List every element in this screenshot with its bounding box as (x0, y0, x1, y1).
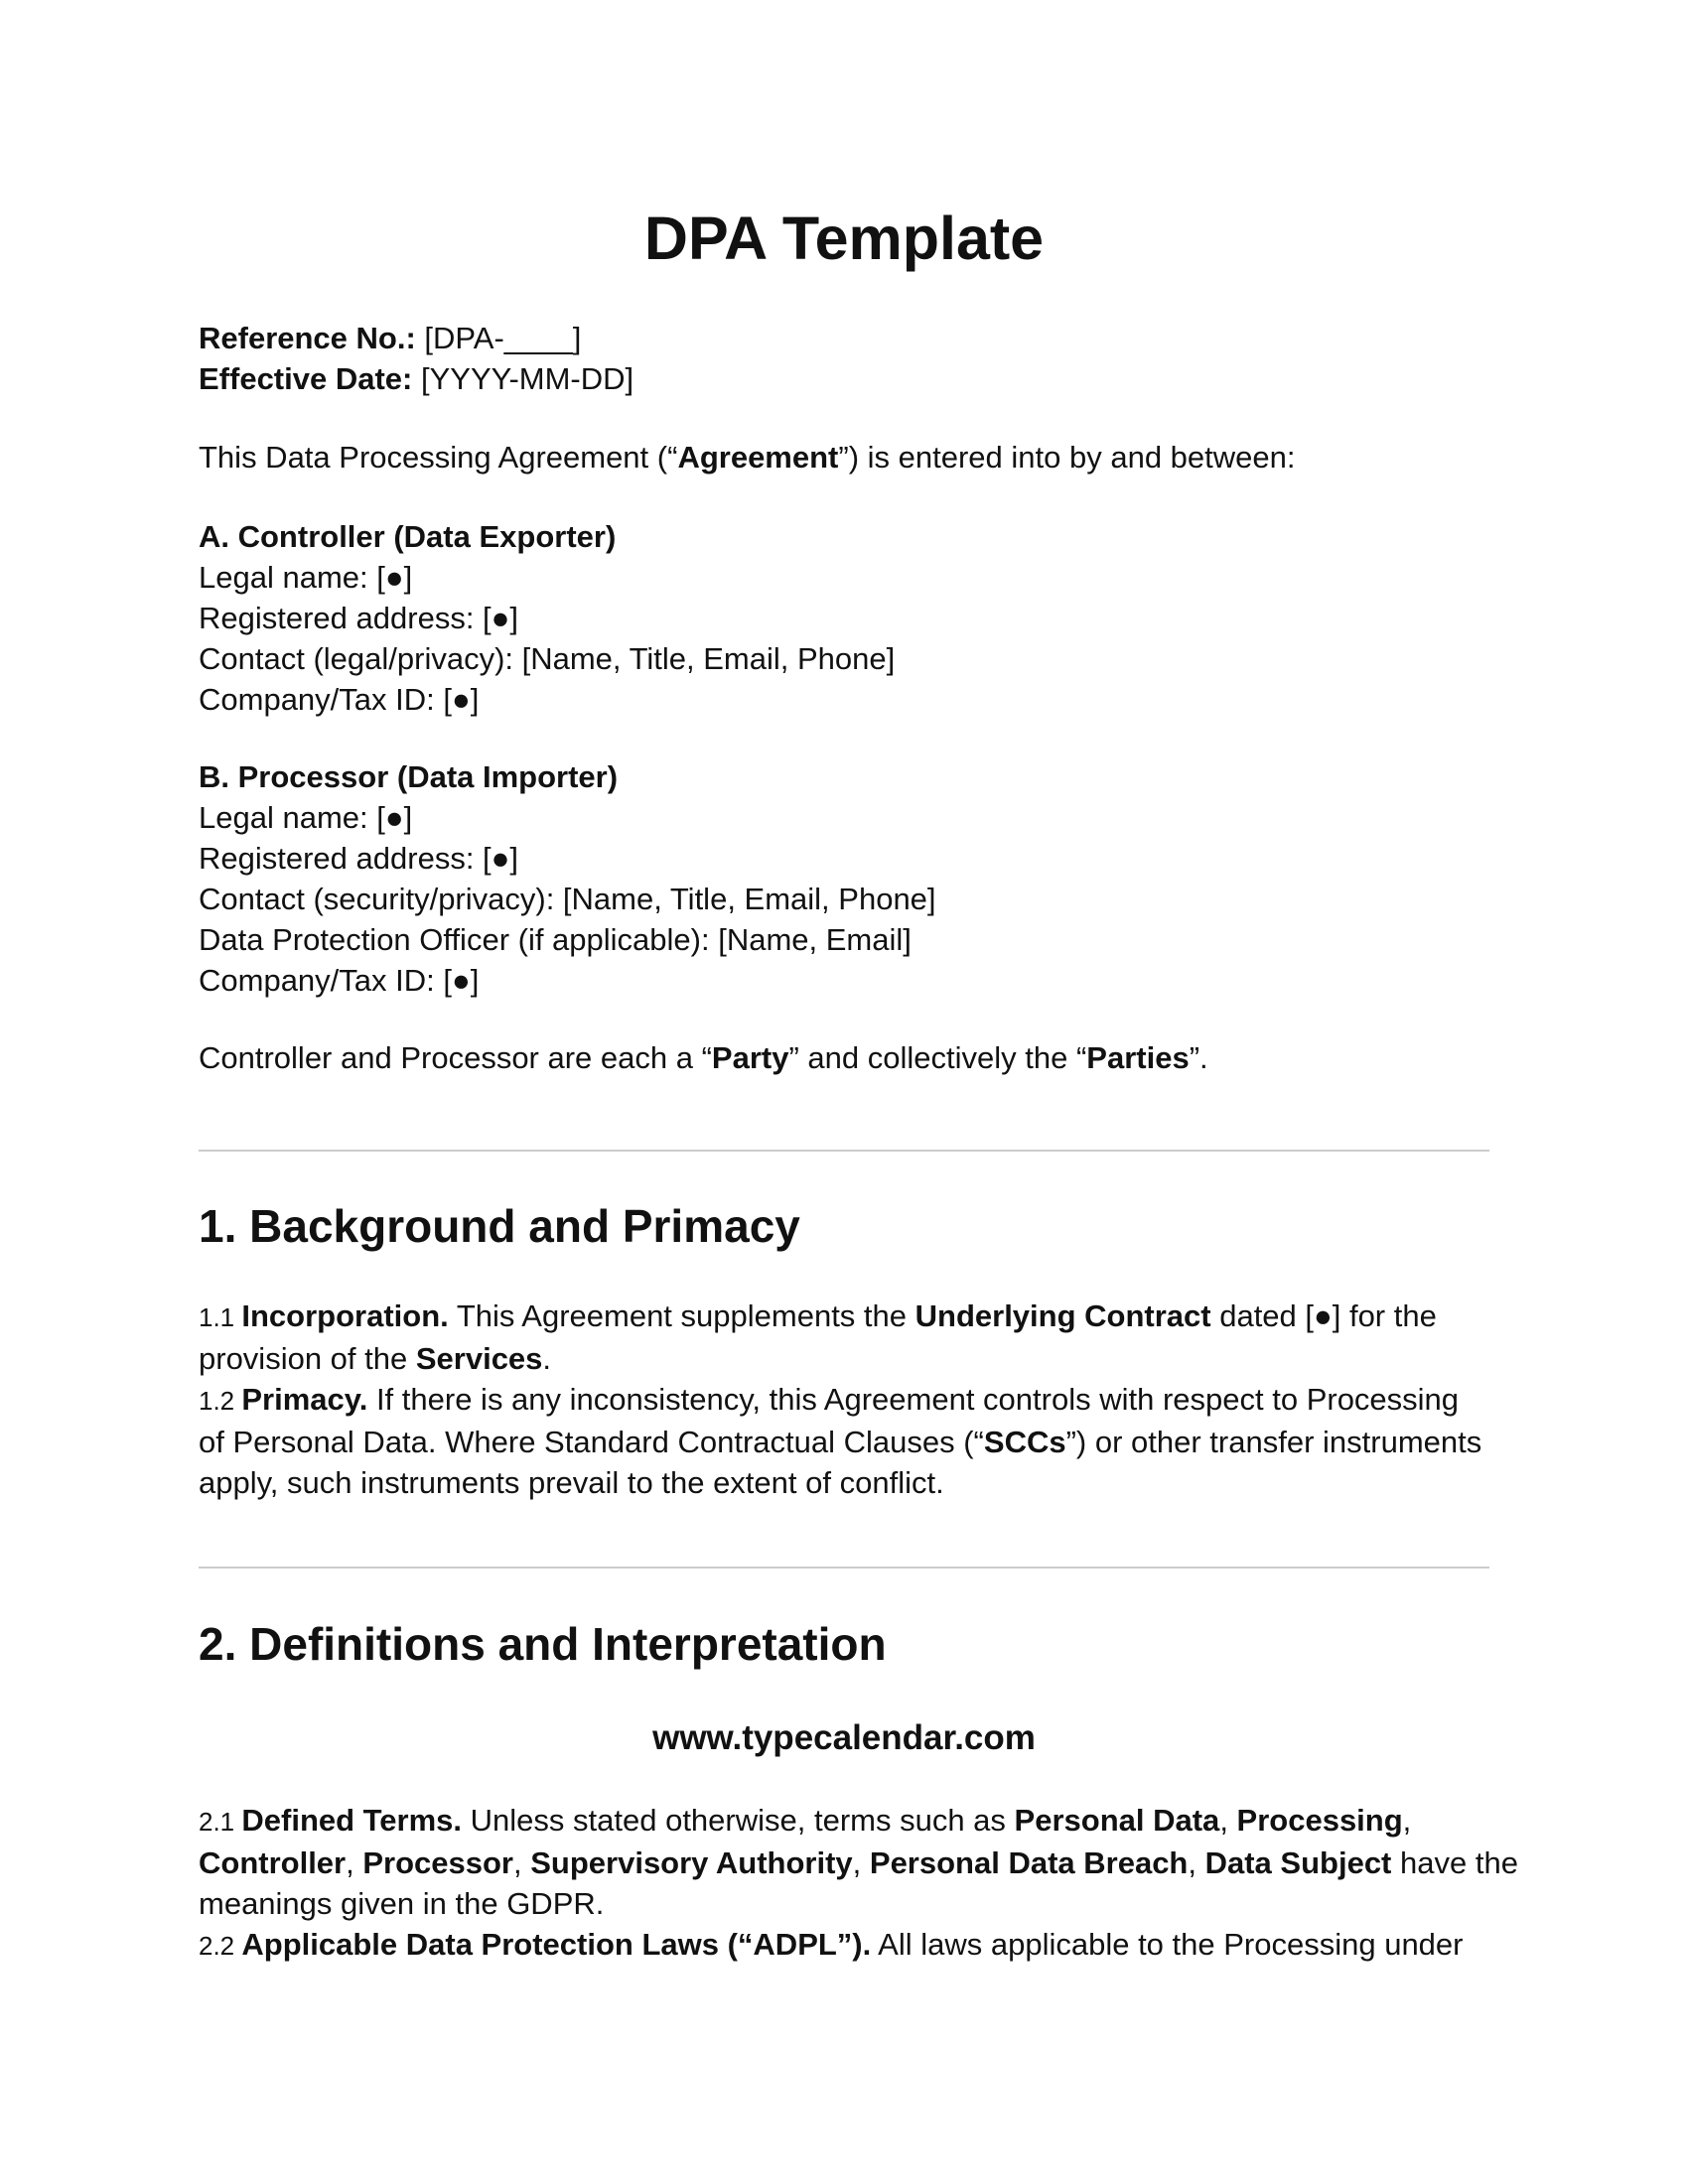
controller-heading: A. Controller (Data Exporter) (199, 519, 617, 554)
section-1-body (199, 1296, 1489, 1503)
controller-tax-id: Company/Tax ID: [●] (199, 682, 480, 717)
clause-text: , (1188, 1845, 1205, 1880)
clause-label: Primacy. (241, 1382, 368, 1417)
clause-1-1-line-1 (199, 1296, 1489, 1338)
clause-defined-term: Underlying Contract (914, 1298, 1211, 1333)
clause-label: Defined Terms. (241, 1803, 463, 1838)
parties-text: Controller and Processor are each a “ (199, 1040, 712, 1075)
clause-text: , (513, 1845, 531, 1880)
processor-contact: Contact (security/privacy): [Name, Title, Email, Phone] (199, 882, 936, 916)
clause-defined-term: SCCs (983, 1425, 1066, 1459)
controller-contact: Contact (legal/privacy): [Name, Title, Email, Phone] (199, 641, 896, 676)
processor-heading: B. Processor (Data Importer) (199, 759, 619, 794)
clause-defined-term: Services (415, 1341, 543, 1376)
intro-defined-term: Agreement (677, 440, 839, 475)
effective-date-line (199, 358, 633, 399)
clause-defined-term: Controller (199, 1845, 347, 1880)
clause-text: . (542, 1341, 552, 1376)
clause-2-1-line-1 (199, 1800, 1489, 1843)
reference-label: Reference No.: (199, 321, 416, 355)
processor-tax-id: Company/Tax ID: [●] (199, 963, 480, 998)
effective-date-label: Effective Date: (199, 361, 413, 396)
section-2-title: 2. Definitions and Interpretation (199, 1618, 887, 1670)
clause-text: have the (1391, 1845, 1518, 1880)
clause-1-2-line-1 (199, 1379, 1489, 1422)
section-2-body (199, 1800, 1518, 1967)
parties-text: ”. (1189, 1040, 1208, 1075)
clause-text: of Personal Data. Where Standard Contractual Clauses (“ (199, 1425, 984, 1459)
reference-number-line (199, 318, 633, 358)
section-1-title: 1. Background and Primacy (199, 1200, 800, 1252)
processor-address: Registered address: [●] (199, 841, 518, 876)
processor-legal-name: Legal name: [●] (199, 800, 413, 835)
controller-legal-name: Legal name: [●] (199, 560, 413, 595)
clause-defined-term: Processing (1236, 1803, 1403, 1838)
clause-label: Incorporation. (241, 1298, 449, 1333)
clause-defined-term: Data Subject (1204, 1845, 1392, 1880)
clause-2-2-line-1 (199, 1924, 1489, 1967)
controller-block (199, 516, 895, 720)
processor-dpo: Data Protection Officer (if applicable): [Name, Email] (199, 922, 912, 957)
clause-number: 2.2 (199, 1931, 242, 1961)
clause-text: , (1402, 1803, 1412, 1838)
clause-defined-term: Supervisory Authority (530, 1845, 853, 1880)
clause-number: 1.1 (199, 1302, 242, 1332)
clause-1-2-line-2 (199, 1422, 1489, 1462)
intro-text: This Data Processing Agreement (“ (199, 440, 678, 475)
document-title: DPA Template (643, 205, 1045, 272)
clause-defined-term: Personal Data Breach (869, 1845, 1189, 1880)
intro-paragraph (199, 437, 1296, 478)
clause-text: ”) or other transfer instruments (1065, 1425, 1482, 1459)
clause-text: All laws applicable to the Processing under (871, 1927, 1464, 1962)
clause-defined-term: Personal Data (1014, 1803, 1220, 1838)
controller-address: Registered address: [●] (199, 601, 518, 635)
section-divider (199, 1567, 1489, 1569)
clause-number: 1.2 (199, 1386, 242, 1416)
section-divider (199, 1150, 1489, 1152)
intro-text-end: ”) is entered into by and between: (838, 440, 1296, 475)
parties-term: Parties (1086, 1040, 1190, 1075)
clause-text: Unless stated otherwise, terms such as (462, 1803, 1015, 1838)
clause-text: provision of the (199, 1341, 416, 1376)
clause-text: , (1219, 1803, 1237, 1838)
website-watermark: www.typecalendar.com (652, 1718, 1036, 1757)
reference-value: [DPA-____] (415, 321, 582, 355)
clause-text: If there is any inconsistency, this Agreement controls with respect to Processing (367, 1382, 1460, 1417)
clause-2-1-line-3: meanings given in the GDPR. (199, 1886, 605, 1921)
clause-number: 2.1 (199, 1807, 242, 1837)
clause-text: This Agreement supplements the (448, 1298, 915, 1333)
party-term: Party (711, 1040, 789, 1075)
document-meta (199, 318, 633, 399)
clause-text: , (852, 1845, 870, 1880)
clause-text: dated [●] for the (1210, 1298, 1437, 1333)
clause-defined-term: Processor (362, 1845, 513, 1880)
clause-text: , (346, 1845, 363, 1880)
clause-1-2-line-3: apply, such instruments prevail to the extent of conflict. (199, 1465, 944, 1500)
clause-label: Applicable Data Protection Laws (“ADPL”). (241, 1927, 872, 1962)
processor-block (199, 756, 936, 1001)
clause-1-1-line-2 (199, 1338, 1489, 1379)
clause-2-1-line-2 (199, 1843, 1518, 1883)
effective-date-value: [YYYY-MM-DD] (412, 361, 634, 396)
parties-text: ” and collectively the “ (788, 1040, 1087, 1075)
parties-definition (199, 1037, 1208, 1078)
